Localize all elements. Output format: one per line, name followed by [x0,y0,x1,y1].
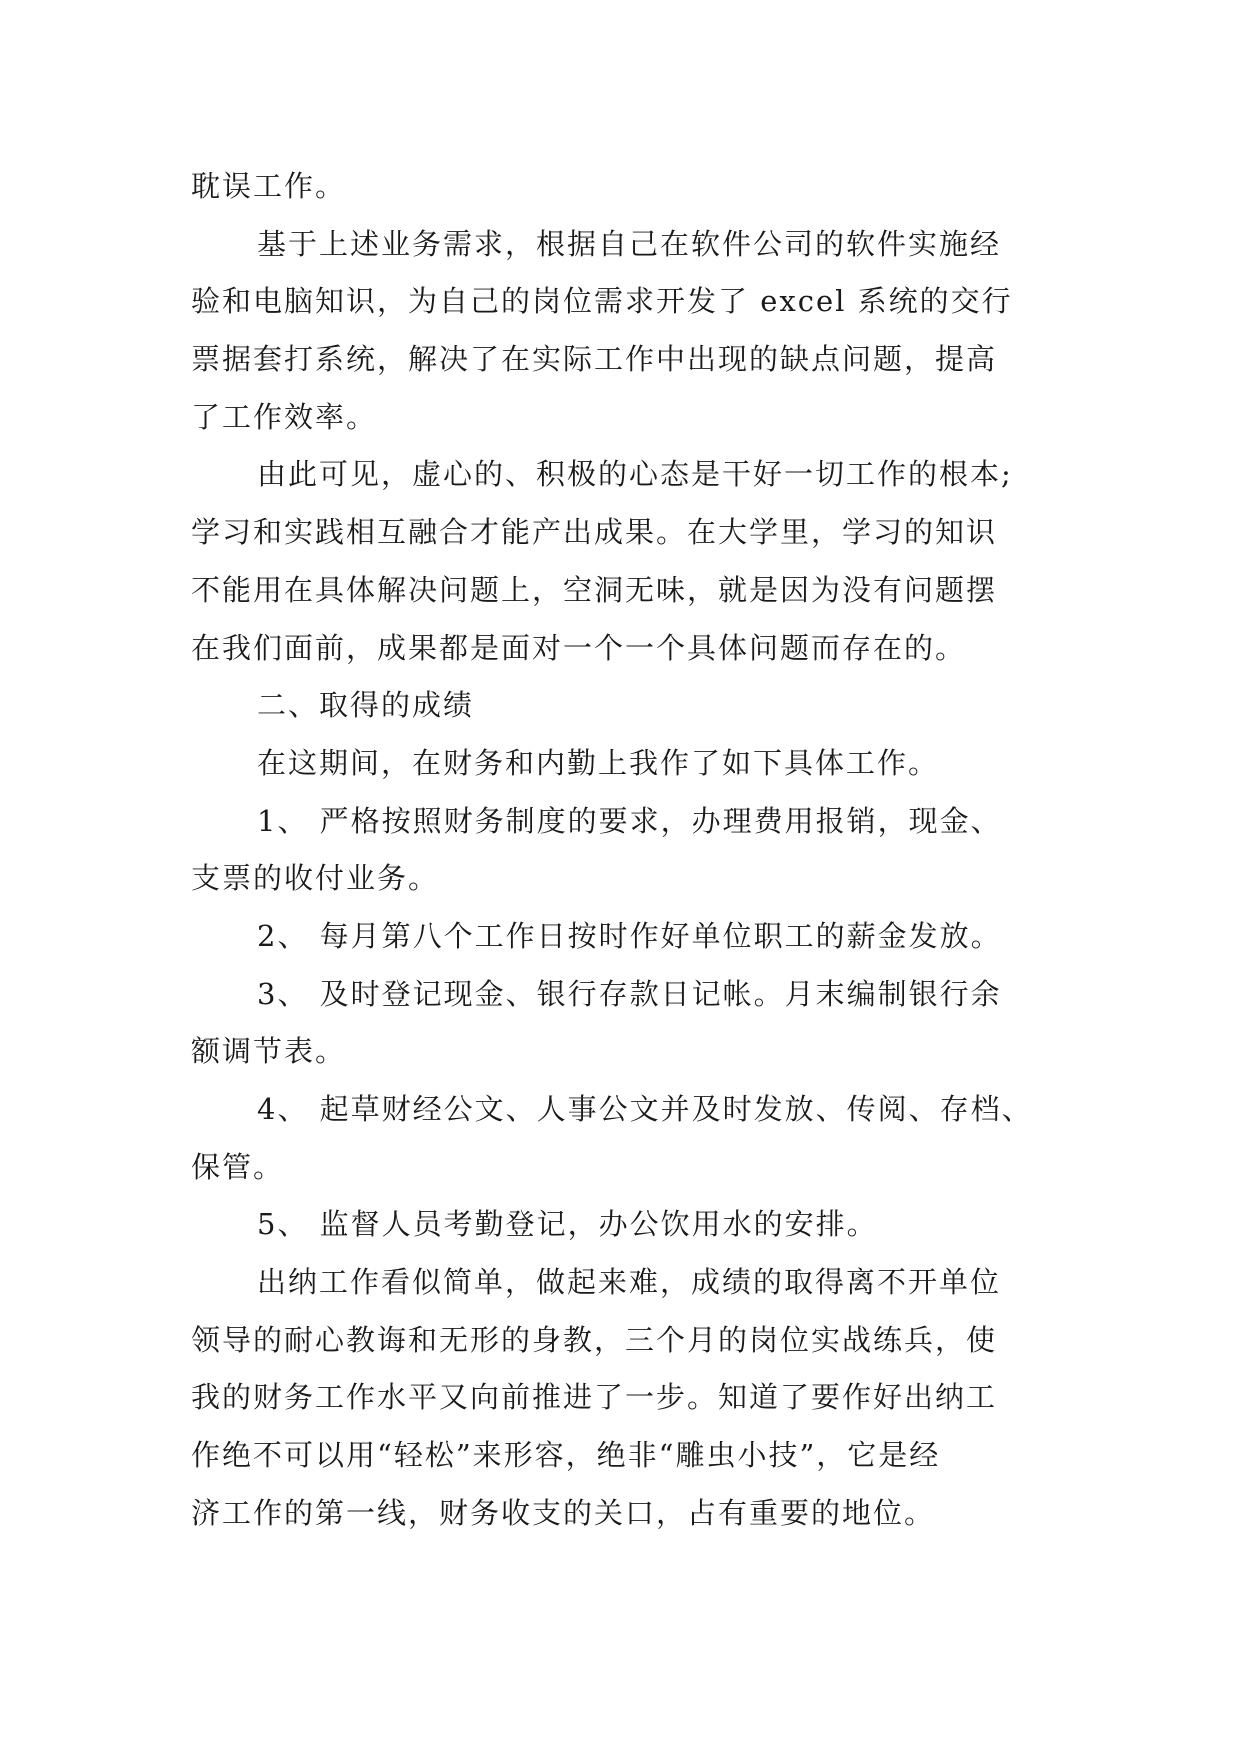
body-text [191,158,1071,1543]
text-line: 票据套打系统，解决了在实际工作中出现的缺点问题，提高 [191,342,998,377]
text-line: 5、 监督人员考勤登记，办公饮用水的安排。 [257,1207,878,1242]
text-line: 二、取得的成绩 [257,688,475,723]
text-line: 在这期间，在财务和内勤上我作了如下具体工作。 [257,745,940,780]
text-line: 济工作的第一线，财务收支的关口，占有重要的地位。 [191,1495,936,1530]
text-line: 基于上述业务需求，根据自己在软件公司的软件实施经 [257,226,1002,261]
text-line: 4、 起草财经公文、人事公文并及时发放、传阅、存档、 [257,1092,1033,1126]
text-line: 作绝不可以用“轻松”来形容，绝非“雕虫小技”，它是经 [191,1438,941,1473]
text-line: 学习和实践相互融合才能产出成果。在大学里，学习的知识 [191,515,998,550]
text-line: 1、 严格按照财务制度的要求，办理费用报销，现金、 [257,803,1002,838]
text-line: 额调节表。 [191,1034,347,1069]
text-line: 出纳工作看似简单，做起来难，成绩的取得离不开单位 [257,1265,1002,1300]
text-line: 保管。 [191,1149,285,1184]
text-line: 了工作效率。 [191,399,378,434]
text-line: 耽误工作。 [191,169,347,203]
text-line: 2、 每月第八个工作日按时作好单位职工的薪金发放。 [257,918,1002,953]
text-line: 领导的耐心教诲和无形的身教，三个月的岗位实战练兵，使 [191,1322,998,1357]
text-line: 验和电脑知识，为自己的岗位需求开发了 excel 系统的交行 [191,284,1013,319]
text-line: 在我们面前，成果都是面对一个一个具体问题而存在的。 [191,630,967,665]
text-line: 3、 及时登记现金、银行存款日记帐。月末编制银行余 [257,976,1002,1011]
text-line: 由此可见，虚心的、积极的心态是干好一切工作的根本; [257,457,1013,492]
text-line: 支票的收付业务。 [191,861,440,896]
text-line: 我的财务工作水平又向前推进了一步。知道了要作好出纳工 [191,1380,998,1415]
text-line: 不能用在具体解决问题上，空洞无味，就是因为没有问题摆 [191,572,998,607]
